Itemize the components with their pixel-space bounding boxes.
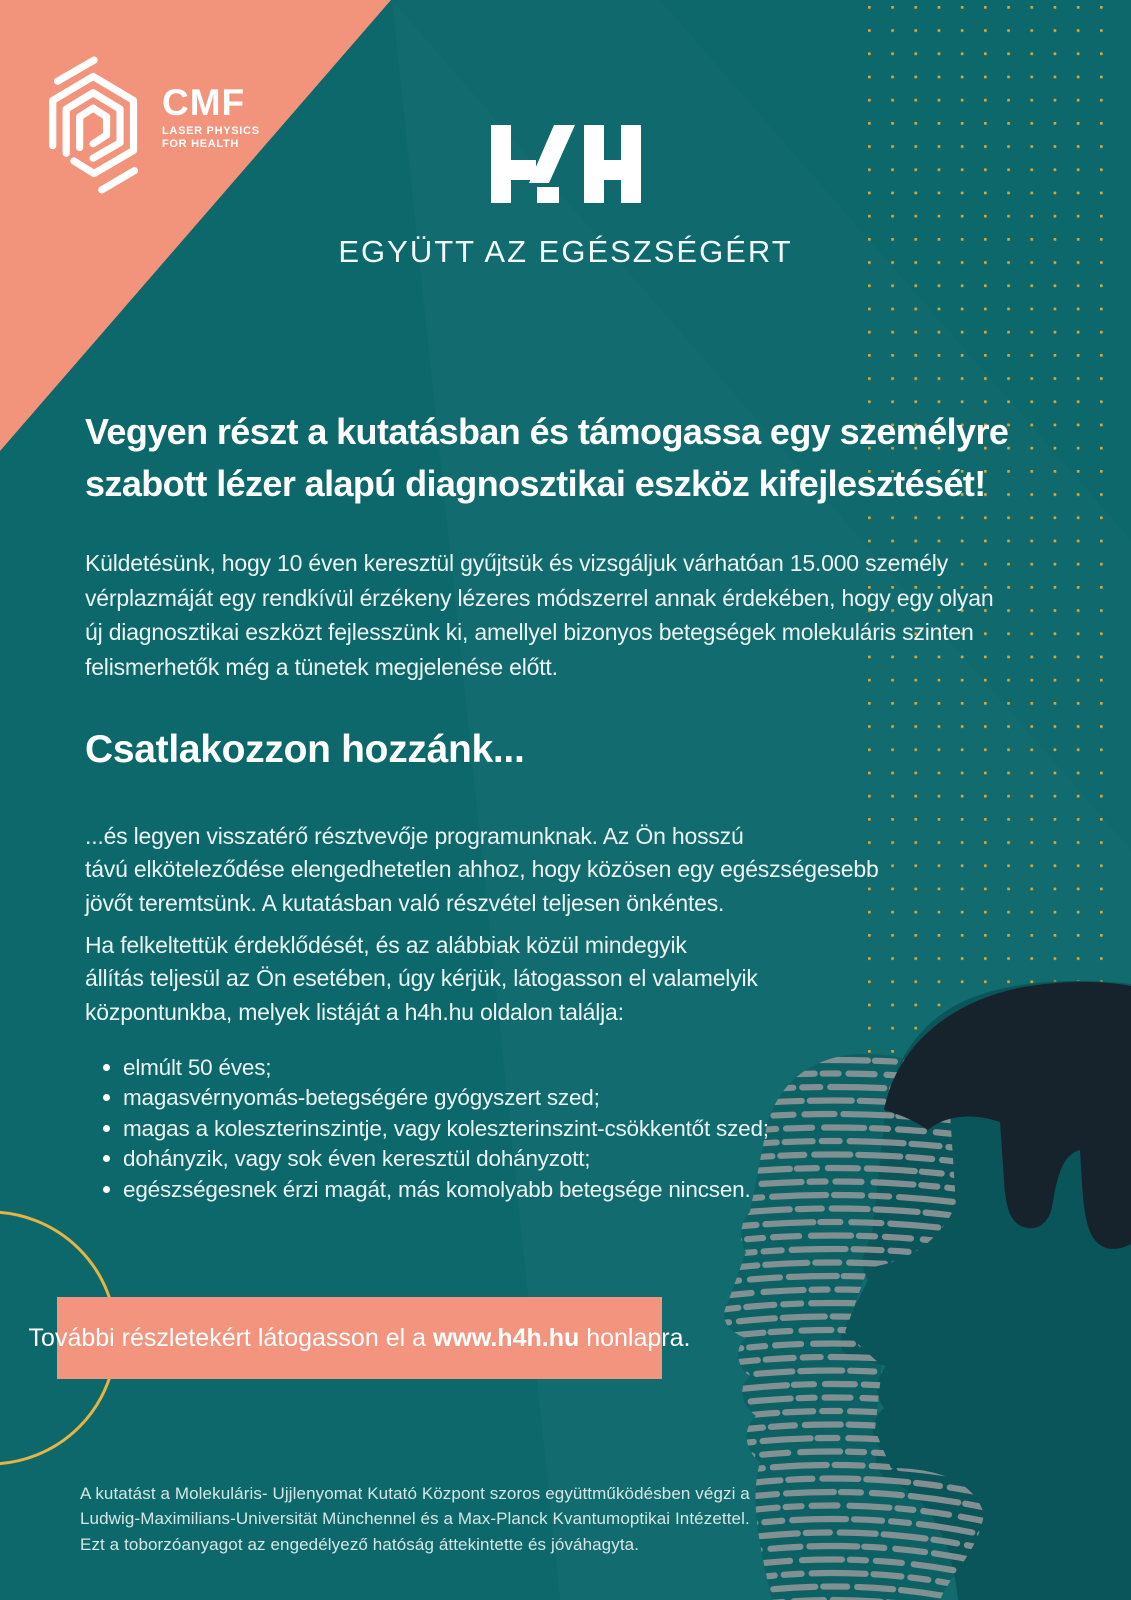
criteria-intro-paragraph	[85, 929, 758, 1029]
join-line: jövőt teremtsünk. A kutatásban való részvétel teljesen önkéntes.	[85, 889, 725, 916]
list-item	[103, 1144, 769, 1174]
criteria-intro-line: állítás teljesül az Ön esetében, úgy kérjük, látogasson el valamelyik	[85, 965, 758, 992]
list-item	[103, 1053, 769, 1083]
cta-banner	[28, 1297, 691, 1379]
footer-note	[80, 1481, 750, 1557]
bullet-icon	[103, 1186, 110, 1193]
cmf-name: CMF	[162, 82, 246, 123]
bullet-icon	[103, 1155, 110, 1162]
h4h-logo	[0, 125, 1131, 203]
footer-line: A kutatást a Molekuláris- Ujjlenyomat Kutató Központ szoros együttműködésben végzi a	[80, 1484, 750, 1503]
footer-line: Ezt a toborzóanyagot az engedélyező hatóság áttekintette és jóváhagyta.	[80, 1534, 640, 1554]
h4h-logo-icon	[490, 125, 642, 203]
list-item-text: magasvérnyomás-betegségére gyógyszert szed;	[123, 1085, 600, 1111]
bullet-icon	[103, 1064, 110, 1071]
list-item-text: egészségesnek érzi magát, más komolyabb betegsége nincsen.	[123, 1176, 751, 1202]
mission-line: vérplazmáját egy rendkívül érzékeny lézeres módszerrel annak érdekében, hogy egy olyan	[85, 584, 994, 611]
mission-line: új diagnosztikai eszközt fejlesszünk ki, amellyel bizonyos betegségek molekuláris szinten	[85, 619, 974, 646]
h4h-tagline: EGYÜTT AZ EGÉSZSÉGÉRT	[338, 234, 793, 269]
list-item	[103, 1114, 769, 1144]
cmf-subtitle-line2: FOR HEALTH	[162, 138, 240, 150]
list-item-text: elmúlt 50 éves;	[123, 1055, 272, 1080]
criteria-list	[103, 1053, 769, 1205]
join-heading: Csatlakozzon hozzánk...	[85, 728, 525, 771]
cmf-subtitle-line1: LASER PHYSICS	[162, 125, 260, 137]
join-line: ...és legyen visszatérő résztvevője programunknak. Az Ön hosszú	[85, 823, 744, 849]
list-item	[103, 1175, 769, 1205]
mission-line: Küldetésünk, hogy 10 éven keresztül gyűjtsük és vizsgáljuk várhatóan 15.000 személy	[85, 550, 949, 576]
headline	[85, 406, 1008, 510]
mission-line: felismerhetők még a tünetek megjelenése előtt.	[85, 653, 558, 680]
criteria-intro-line: Ha felkeltettük érdeklődését, és az alábbiak közül mindegyik	[85, 932, 687, 958]
footer-line: Ludwig-Maximilians-Universität Münchennel és a Max-Planck Kvantumoptikai Intézettel.	[80, 1509, 750, 1529]
headline-line2: szabott lézer alapú diagnosztikai eszköz kifejlesztését!	[85, 463, 986, 504]
cta-suffix: honlapra.	[579, 1323, 691, 1352]
criteria-intro-line: központunkba, melyek listáját a h4h.hu oldalon találja:	[85, 998, 624, 1025]
list-item	[103, 1083, 769, 1113]
join-paragraph	[85, 820, 879, 920]
headline-line1: Vegyen részt a kutatásban és támogassa egy személyre	[85, 411, 1009, 452]
join-line: távú elköteleződése elengedhetetlen ahhoz, hogy közösen egy egészségesebb	[85, 856, 879, 883]
list-item-text: magas a koleszterinszintje, vagy koleszterinszint-csökkentőt szed;	[123, 1115, 769, 1141]
list-item-text: dohányzik, vagy sok éven keresztül dohányzott;	[123, 1146, 591, 1172]
bullet-icon	[103, 1125, 110, 1132]
mission-paragraph	[85, 546, 993, 684]
cta-prefix: További részletekért látogasson el a	[28, 1323, 433, 1352]
bullet-icon	[103, 1094, 110, 1101]
cta-link[interactable]: www.h4h.hu	[432, 1323, 580, 1352]
